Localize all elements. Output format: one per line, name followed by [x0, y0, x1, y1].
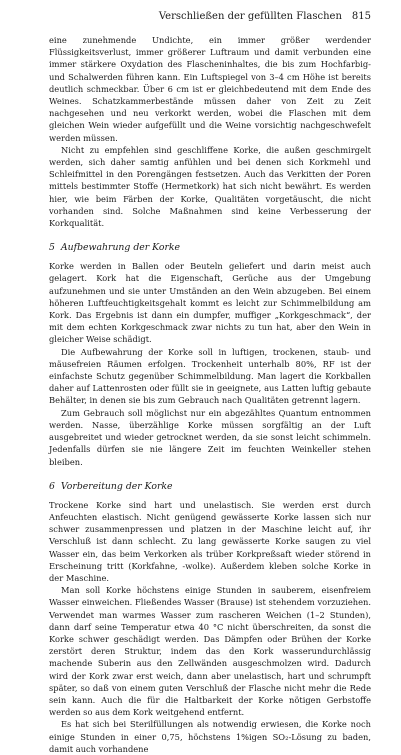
body-paragraph: Trockene Korke sind hart und unelastisch. Sie werden erst durch Anfeuchten elastisch. Nicht genügend gewässerte Korke lassen sich nur schwer zusammenpressen und platzen in der Maschine leicht auf, ihr Verschluß ist dann schlecht. Zu lang gewässerte Korke saugen zu viel Wasser ein, das beim Verkorken als trüber Korkpreßsaft wieder störend in Erscheinung tritt (Korkfahne, -wolke). Außerdem kleben solche Korke in der Maschine.: [49, 499, 371, 583]
body-paragraph: Es hat sich bei Sterilfüllungen als notwendig erwiesen, die Korke noch einige Stunden in einer 0,75, höchstens 1%igen SO₂-Lösung zu baden, damit auch vorhandene: [49, 719, 371, 754]
section-heading: [49, 242, 371, 254]
body-paragraph: Man soll Korke höchstens einige Stunden in sauberem, eisenfreiem Wasser einweichen. Fließendes Wasser (Brause) ist stehendem vorzuziehen. Verwendet man warmes Wasser zum rascheren Weichen (1–2 Stunden), dann darf seine Temperatur etwa 40 °C nicht überschreiten, da sonst die Korke schwer geschädigt werden. Das Dämpfen oder Brühen der Korke zerstört deren Struktur, indem das den Kork wasserundurchlässig machende Suberin aus den Zellwänden ausgeschmolzen wird. Dadurch wird der Kork zwar erst weich, dann aber unelastisch, hart und schrumpft später, so daß von einem guten Verschluß der Flasche nicht mehr die Rede sein kann. Auch die für die Haltbarkeit der Korke nötigen Gerbstoffe werden so aus dem Kork weitgehend entfernt.: [49, 585, 371, 718]
running-title: Verschließen der gefüllten Flaschen: [158, 11, 342, 22]
section-title: Vorbereitung der Korke: [60, 480, 173, 492]
section-title: Aufbewahrung der Korke: [60, 242, 181, 254]
body-paragraph: Die Aufbewahrung der Korke soll in luftigen, trockenen, staub- und mäusefreien Räumen erfolgen. Trockenheit unterhalb 80%, RF ist der einfachste Schutz gegenüber Schimmelbildung. Man lagert die Korkballen daher auf Lattenrosten oder füllt sie in geeignete, aus Latten luftig gebaute Behälter, in denen sie bis zum Gebrauch nach Qualitäten getrennt lagern.: [49, 346, 371, 406]
body-paragraph: eine zunehmende Undichte, ein immer größer werdender Flüssigkeitsverlust, immer größerer Luftraum und damit verbunden eine immer stärkere Oxydation des Flascheninhaltes, die bis zum Hochfarbig- und Schalwerden führen kann. Ein Luftspiegel von 3–4 cm Höhe ist bereits deutlich schmeckbar. Über 6 cm ist er gleichbedeutend mit dem Ende des Weines. Schatzkammerbestände müssen daher von Zeit zu Zeit nachgesehen und neu verkorkt werden, wobei die Flaschen mit dem gleichen Wein wieder aufgefüllt und die Weine vorsichtig nachgeschwefelt werden müssen.: [49, 35, 371, 143]
section-heading: [49, 481, 371, 493]
body-paragraph: Korke werden in Ballen oder Beuteln geliefert und darin meist auch gelagert. Kork hat die Eigenschaft, Gerüche aus der Umgebung aufzunehmen und sie unter Umständen an den Wein abzugeben. Bei einem höheren Luftfeuchtigkeitsgehalt kommt es leicht zur Schimmelbildung am Kork. Das Ergebnis ist dann ein dumpfer, muffiger „Korkgeschmack“, der mit dem echten Korkgeschmack zwar nichts zu tun hat, aber den Wein in gleicher Weise schädigt.: [49, 261, 371, 345]
body-paragraph: Zum Gebrauch soll möglichst nur ein abgezähltes Quantum entnommen werden. Nasse, überzählige Korke müssen sorgfältig an der Luft ausgebreitet und wieder getrocknet werden, da sie sonst leicht schimmeln. Jedenfalls dürfen sie nie längere Zeit im feuchten Weinkeller stehen bleiben.: [49, 407, 371, 467]
page-number: 815: [351, 11, 371, 22]
section-number: 6: [49, 480, 55, 492]
running-header: [49, 10, 371, 24]
section-number: 5: [49, 242, 55, 254]
body-paragraph: Nicht zu empfehlen sind geschliffene Korke, die außen geschmirgelt werden, sich daher samtig anfühlen und bei denen sich Korkmehl und Schleifmittel in den Porengängen festsetzen. Auch das Verkitten der Poren mittels bestimmter Stoffe (Hermetkork) hat sich nicht bewährt. Es werden hier, wie beim Färben der Korke, Qualitäten vorgetäuscht, die nicht vorhanden sind. Solche Maßnahmen sind keine Verbesserung der Korkqualität.: [49, 144, 371, 229]
